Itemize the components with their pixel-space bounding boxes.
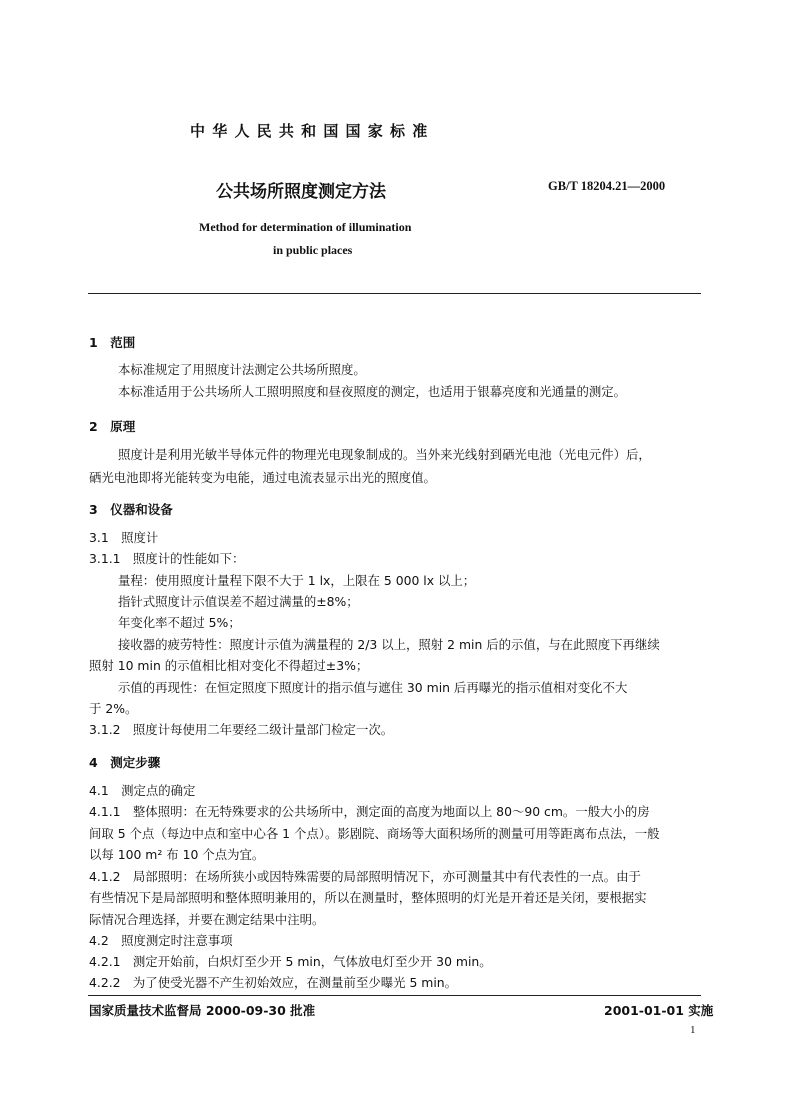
clause-line: 4.1.1 整体照明：在无特殊要求的公共场所中，测定面的高度为地面以上 80～90 cm。一般大小的房 bbox=[89, 804, 650, 819]
section-heading-principle: 2 原理 bbox=[89, 419, 136, 434]
header-divider bbox=[88, 293, 701, 294]
page-number: 1 bbox=[690, 1024, 696, 1036]
list-item: 接收器的疲劳特性：照度计示值为满量程的 2/3 以上，照射 2 min 后的示值，与在此照度下再继续 bbox=[118, 637, 660, 652]
paragraph: 本标准适用于公共场所人工照明照度和昼夜照度的测定，也适用于银幕亮度和光通量的测定。 bbox=[118, 384, 627, 399]
paragraph-line: 照度计是利用光敏半导体元件的物理光电现象制成的。当外来光线射到硒光电池（光电元件）后， bbox=[118, 447, 651, 462]
clause: 4.2.1 测定开始前，白炽灯至少开 5 min，气体放电灯至少开 30 min。 bbox=[89, 954, 492, 969]
section-heading-procedure: 4 测定步骤 bbox=[89, 755, 161, 770]
approval-info: 国家质量技术监督局 2000-09-30 批准 bbox=[89, 1003, 316, 1018]
section-heading-scope: 1 范围 bbox=[89, 335, 136, 350]
document-title-en-line1: Method for determination of illumination bbox=[199, 220, 412, 234]
subsection-heading: 4.1 测定点的确定 bbox=[89, 783, 196, 798]
clause: 3.1.1 照度计的性能如下： bbox=[89, 551, 245, 566]
list-item: 量程：使用照度计量程下限不大于 1 lx，上限在 5 000 lx 以上； bbox=[118, 573, 476, 588]
clause-line: 间取 5 个点（每边中点和室中心各 1 个点）。影剧院、商场等大面积场所的测量可用等距离布点法，一般 bbox=[89, 826, 660, 841]
paragraph: 本标准规定了用照度计法测定公共场所照度。 bbox=[118, 362, 366, 377]
clause-line: 以每 100 m² 布 10 个点为宜。 bbox=[89, 847, 265, 862]
subsection-heading: 3.1 照度计 bbox=[89, 530, 159, 545]
paragraph-line: 硒光电池即将光能转变为电能，通过电流表显示出光的照度值。 bbox=[89, 470, 436, 485]
list-item-continuation: 照射 10 min 的示值相比相对变化不得超过±3%； bbox=[89, 658, 369, 673]
issuing-body: 中 华 人 民 共 和 国 国 家 标 准 bbox=[190, 122, 429, 140]
section-heading-apparatus: 3 仪器和设备 bbox=[89, 502, 173, 517]
footer-divider bbox=[88, 995, 701, 996]
standard-number: GB/T 18204.21—2000 bbox=[548, 179, 666, 193]
list-item: 指针式照度计示值误差不超过满量的±8%； bbox=[118, 594, 359, 609]
subsection-heading: 4.2 照度测定时注意事项 bbox=[89, 933, 233, 948]
list-item-continuation: 于 2%。 bbox=[89, 701, 138, 716]
clause: 3.1.2 照度计每使用二年要经二级计量部门检定一次。 bbox=[89, 722, 394, 737]
clause-line: 际情况合理选择，并要在测定结果中注明。 bbox=[89, 912, 325, 927]
list-item: 年变化率不超过 5%； bbox=[118, 615, 241, 630]
list-item: 示值的再现性：在恒定照度下照度计的指示值与遮住 30 min 后再曝光的指示值相对变化不大 bbox=[118, 680, 628, 695]
clause-line: 4.1.2 局部照明：在场所狭小或因特殊需要的局部照明情况下，亦可测量其中有代表性的一点。由于 bbox=[89, 869, 641, 884]
document-title-cn: 公共场所照度测定方法 bbox=[216, 182, 386, 202]
effective-date: 2001-01-01 实施 bbox=[604, 1003, 714, 1018]
clause-line: 有些情况下是局部照明和整体照明兼用的，所以在测量时，整体照明的灯光是开着还是关闭，要根据实 bbox=[89, 890, 647, 905]
document-title-en-line2: in public places bbox=[273, 243, 353, 257]
clause: 4.2.2 为了使受光器不产生初始效应，在测量前至少曝光 5 min。 bbox=[89, 975, 458, 990]
